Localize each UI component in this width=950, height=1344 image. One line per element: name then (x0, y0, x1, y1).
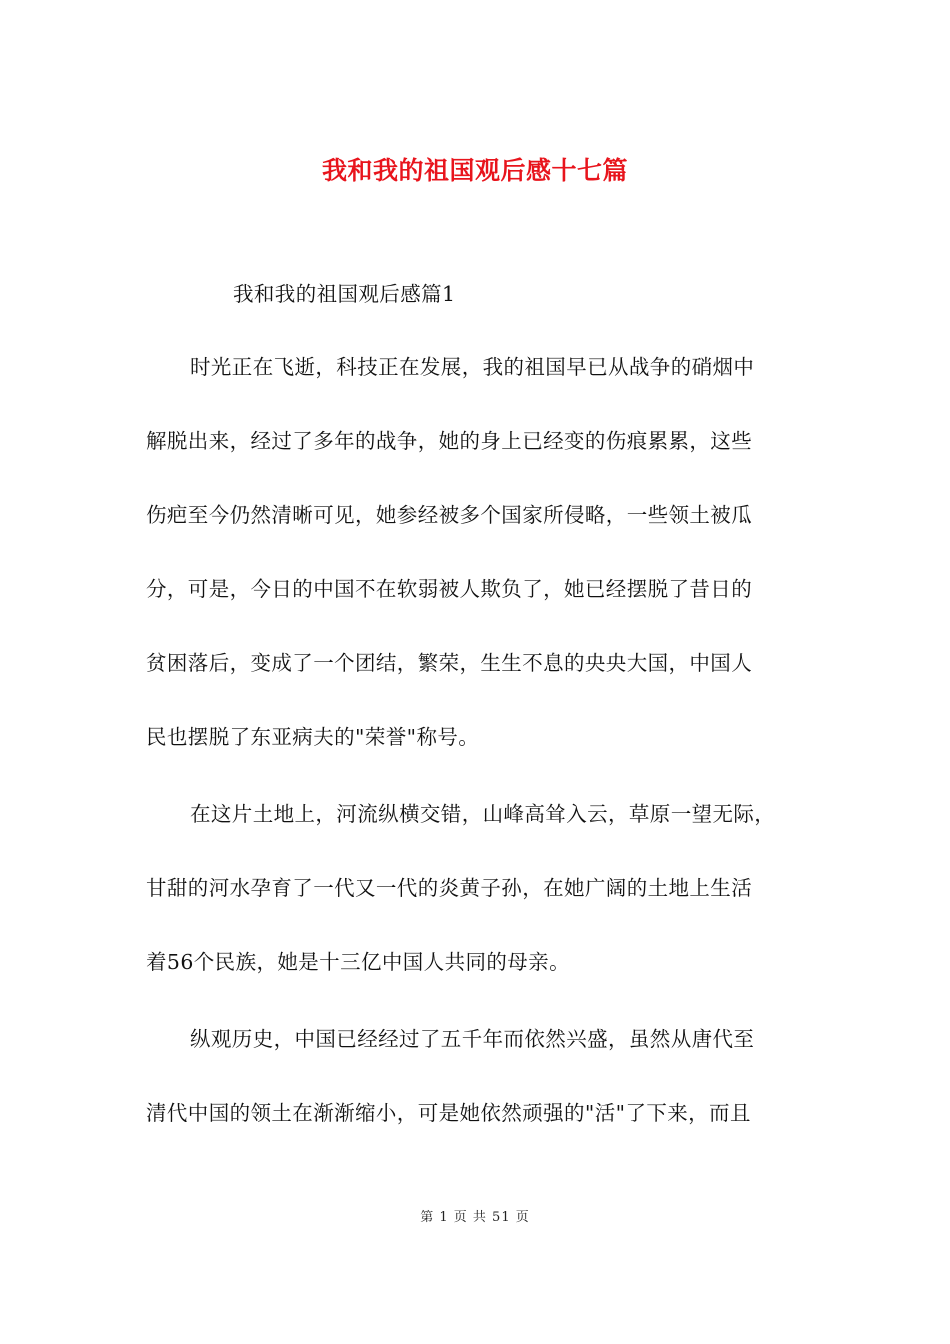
paragraph-line: 贫困落后，变成了一个团结，繁荣，生生不息的央央大国，中国人 (146, 651, 753, 675)
paragraph-line: 在这片土地上，河流纵横交错，山峰高耸入云，草原一望无际， (190, 802, 776, 826)
section-heading: 我和我的祖国观后感篇1 (233, 282, 456, 306)
paragraph-line: 民也摆脱了东亚病夫的"荣誉"称号。 (146, 725, 480, 749)
paragraph-line: 解脱出来，经过了多年的战争，她的身上已经变的伤痕累累，这些 (146, 429, 753, 453)
paragraph-line: 着56个民族，她是十三亿中国人共同的母亲。 (146, 950, 570, 974)
paragraph-line: 伤疤至今仍然清晰可见，她参经被多个国家所侵略，一些领土被瓜 (146, 503, 753, 527)
paragraph-line: 清代中国的领土在渐渐缩小，可是她依然顽强的"活"了下来，而且 (146, 1101, 751, 1125)
paragraph-line: 甘甜的河水孕育了一代又一代的炎黄子孙，在她广阔的土地上生活 (146, 876, 753, 900)
paragraph-line: 分，可是，今日的中国不在软弱被人欺负了，她已经摆脱了昔日的 (146, 577, 753, 601)
paragraph-line: 时光正在飞逝，科技正在发展，我的祖国早已从战争的硝烟中 (190, 355, 755, 379)
page-number-footer: 第 1 页 共 51 页 (420, 1210, 530, 1225)
paragraph-line: 纵观历史，中国已经经过了五千年而依然兴盛，虽然从唐代至 (190, 1027, 755, 1051)
page-title: 我和我的祖国观后感十七篇 (321, 155, 628, 185)
